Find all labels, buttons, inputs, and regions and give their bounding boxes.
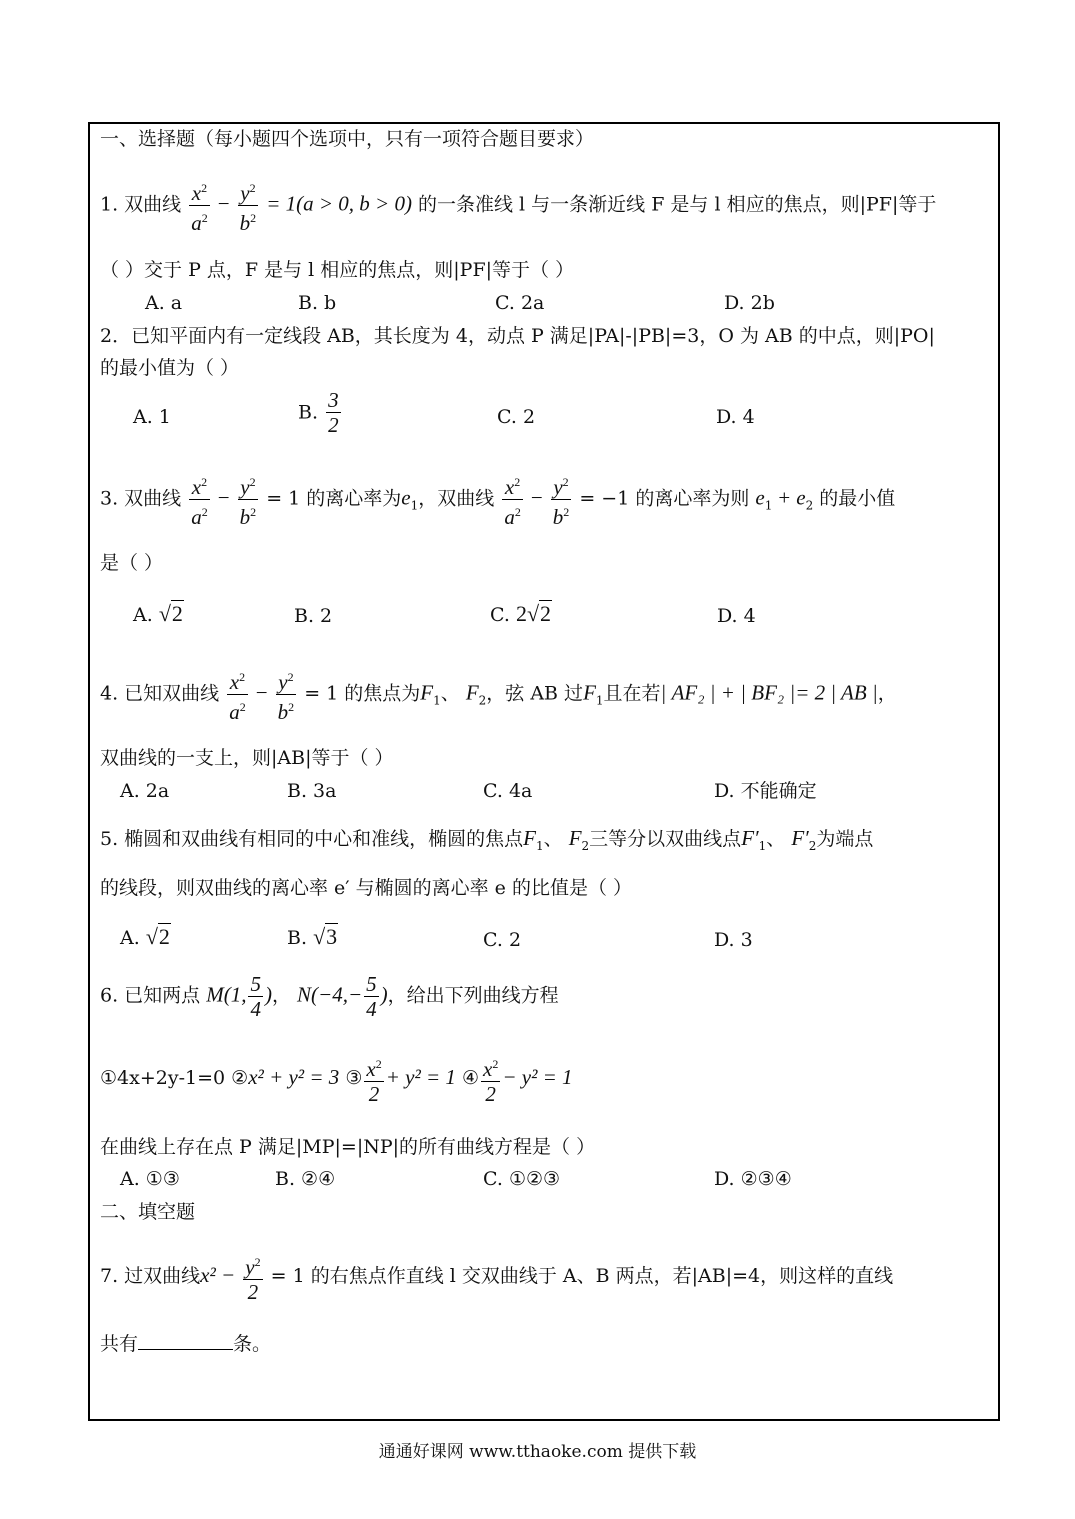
question-6-curves: ①4x+2y-1=0 ②x² + y² = 3 ③ $\frac{x^2}{2}$ + y² = 1 ④ $\frac{x^2}{2}$ − y² = 1 bbox=[100, 1057, 573, 1106]
question-3-option-b: B. 2 bbox=[294, 605, 333, 627]
section-heading-choice: 一、选择题（每小题四个选项中，只有一项符合题目要求） bbox=[100, 128, 595, 150]
question-6-option-d: D. ②③④ bbox=[714, 1168, 792, 1190]
question-6-option-c: C. ①②③ bbox=[483, 1168, 561, 1190]
question-3-line1: 3. 双曲线 $\frac{x^2}{a^2}$ − $\frac{y^2}{b^2}$ = 1 的离心率为$e_1$，双曲线 $\frac{x^2}{a^2}$ − $\frac{y^2}{b^2}$ = −1 的离心率为则 $e_1 + e_2$ 的最小值 bbox=[100, 475, 896, 529]
question-5-line2: 的线段，则双曲线的离心率 e′ 与椭圆的离心率 e 的比值是（ ） bbox=[100, 877, 633, 899]
question-1-option-c: C. 2a bbox=[495, 292, 545, 314]
question-1-option-d: D. 2b bbox=[724, 292, 775, 314]
question-2-line1: 2．已知平面内有一定线段 AB，其长度为 4，动点 P 满足|PA|-|PB|=3，O 为 AB 的中点，则|PO| bbox=[100, 325, 935, 347]
question-2-line2: 的最小值为（ ） bbox=[100, 357, 240, 379]
question-7-line2: 共有 条。 bbox=[100, 1333, 272, 1355]
question-5-option-a: A. √2 bbox=[120, 924, 170, 949]
question-4-option-b: B. 3a bbox=[287, 780, 337, 802]
question-1-option-b: B. b bbox=[298, 292, 337, 314]
question-4-line2: 双曲线的一支上，则|AB|等于（ ） bbox=[100, 747, 394, 769]
fraction-x2-a2: $\frac{x^2}{a^2}$ bbox=[191, 181, 208, 235]
question-5-option-b: B. √3 bbox=[287, 924, 338, 949]
question-4-option-a: A. 2a bbox=[120, 780, 170, 802]
footer-credit: 通通好课网 www.tthaoke.com 提供下载 bbox=[378, 1442, 697, 1462]
question-6-line3: 在曲线上存在点 P 满足|MP|=|NP|的所有曲线方程是（ ） bbox=[100, 1136, 596, 1158]
question-1-option-a: A. a bbox=[145, 292, 183, 314]
fraction-y2-b2: $\frac{y^2}{b^2}$ bbox=[239, 181, 257, 235]
question-7-line1: 7. 过双曲线x² − $\frac{y^2}{2}$ = 1 的右焦点作直线 l 交双曲线于 A、B 两点，若|AB|=4，则这样的直线 bbox=[100, 1255, 894, 1304]
question-5-option-d: D. 3 bbox=[714, 929, 753, 951]
question-5-line1: 5. 椭圆和双曲线有相同的中心和准线，椭圆的焦点$F_1$、 $F_2$三等分以双曲线点$F'_1$、 $F'_2$为端点 bbox=[100, 826, 874, 853]
question-4-option-c: C. 4a bbox=[483, 780, 533, 802]
question-3-option-d: D. 4 bbox=[717, 605, 756, 627]
question-6-line1: 6. 已知两点 M(1, $\frac{5}{4}$ )， N(−4,− $\frac{5}{4}$ )，给出下列曲线方程 bbox=[100, 972, 559, 1021]
question-3-option-a: A. √2 bbox=[133, 601, 183, 626]
question-4-option-d: D. 不能确定 bbox=[714, 780, 817, 802]
question-2-option-c: C. 2 bbox=[497, 406, 536, 428]
question-1-line1: 1. 双曲线 $\frac{x^2}{a^2}$ − $\frac{y^2}{b^2}$ = 1(a > 0, b > 0) 的一条准线 l 与一条渐近线 F 是与 l 相应的焦点，则|PF|等于 bbox=[100, 176, 936, 235]
section-heading-fill-in: 二、填空题 bbox=[100, 1201, 196, 1223]
question-6-option-b: B. ②④ bbox=[275, 1168, 336, 1190]
page-frame bbox=[88, 122, 1000, 1421]
answer-blank[interactable] bbox=[138, 1349, 233, 1350]
question-2-option-d: D. 4 bbox=[716, 406, 755, 428]
question-6-option-a: A. ①③ bbox=[120, 1168, 180, 1190]
question-3-option-c: C. 2√2 bbox=[490, 601, 552, 626]
question-2-option-a: A. 1 bbox=[133, 406, 171, 428]
question-5-option-c: C. 2 bbox=[483, 929, 522, 951]
question-2-option-b: B. $\frac{3}{2}$ bbox=[298, 388, 339, 437]
question-1-line2: （ ）交于 P 点，F 是与 l 相应的焦点，则|PF|等于（ ） bbox=[100, 259, 575, 281]
question-4-line1: 4. 已知双曲线 $\frac{x^2}{a^2}$ − $\frac{y^2}{b^2}$ = 1 的焦点为$F_1$、 $F_2$，弦 AB 过$F_1$且在若| AF₂ | + | BF₂ |= 2 | AB |， bbox=[100, 670, 897, 724]
question-3-line2: 是（ ） bbox=[100, 552, 164, 574]
